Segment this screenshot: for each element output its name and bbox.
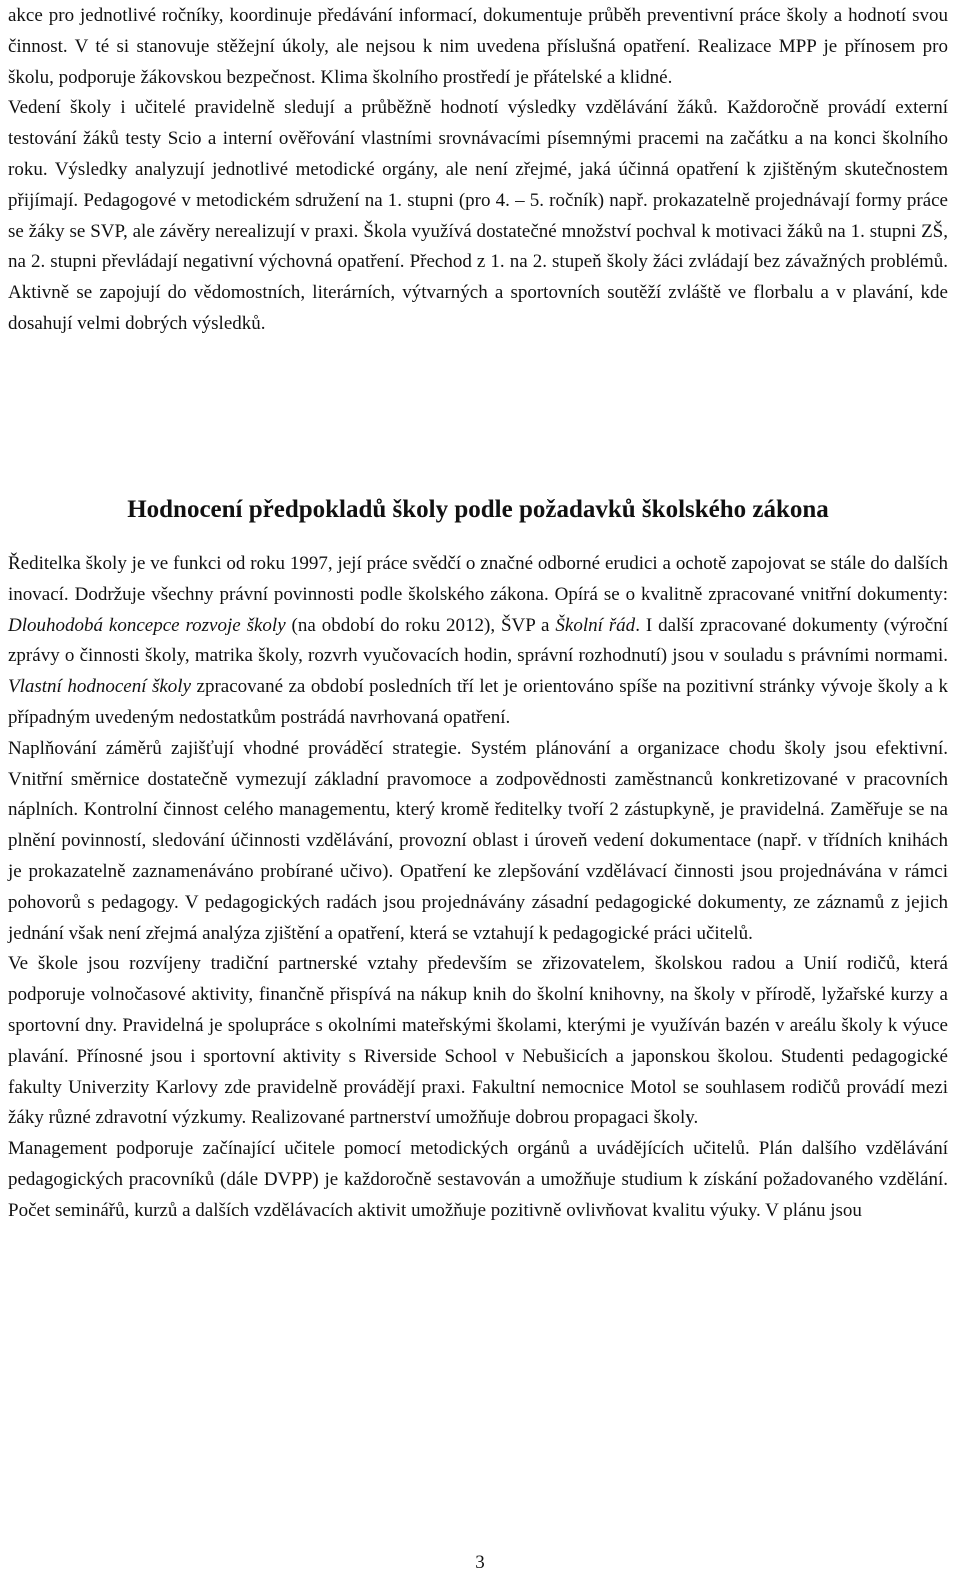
paragraph-director [8,549,948,734]
text-run: . I další zpracované dokumenty (výroční zprávy o činnosti školy, matrika školy, rozvrh vyučovacích hodin, správní rozhodnutí) jsou v souladu s právními normami. [8,614,949,667]
section-heading: Hodnocení předpokladů školy podle požadavků školského zákona [127,496,829,523]
italic-school-rules-title: Školní řád [555,614,636,636]
main-section [8,549,948,1227]
text-run: (na období do roku 2012), ŠVP a [285,614,556,636]
text-run: Ředitelka školy je ve funkci od roku 1997, její práce svědčí o značné odborné erudici a ochotě zapojovat se stále do dalších inovací. Dodržuje všechny právní povinnosti podle školského zákona. Opírá se o kvalitně zpracované vnitřní dokumenty: [8,553,948,605]
text-run: zpracované za období posledních tří let je orientováno spíše na pozitivní stránky vývoje školy a k případným uvedeným nedostatkům postrádá navrhovaná opatření. [8,676,948,728]
paragraph-strategies: Naplňování záměrů zajišťují vhodné prováděcí strategie. Systém plánování a organizace chodu školy jsou efektivní. Vnitřní směrnice dostatečně vymezují základní pravomoce a zodpovědnosti zaměstnanců konkretizované v pracovních náplních. Kontrolní činnost celého managementu, který kromě ředitelky tvoří 2 zástupkyně, je pravidelná. Zaměřuje se na plnění povinností, sledování účinnosti vzdělávání, provozní oblast i úroveň vedení dokumentace (např. v třídních knihách je prokazatelně zaznamenáváno probírané učivo). Opatření ke zlepšování vzdělávací činnosti jsou projednávána v rámci pohovorů s pedagogy. V pedagogických radách jsou projednávány zásadní pedagogické dokumenty, ze záznamů z jejich jednání však není zřejmá analýza zjištění a opatření, která se vztahují k pedagogické práci učitelů. [8,737,948,944]
page-number: 3 [475,1552,485,1573]
top-section [8,1,948,340]
paragraph-professional-development: Management podporuje začínající učitele pomocí metodických orgánů a uvádějících učitelů. Plán dalšího vzdělávání pedagogických pracovníků (dále DVPP) je každoročně sestavován a umožňuje studium k získání požadovaného vzdělání. Počet seminářů, kurzů a dalších vzdělávacích aktivit umožňuje pozitivně ovlivňovat kvalitu výuky. V plánu jsou [8,1138,948,1221]
italic-concept-title: Dlouhodobá koncepce rozvoje školy [8,614,286,636]
paragraph-prevention: akce pro jednotlivé ročníky, koordinuje předávání informací, dokumentuje průběh preventivní práce školy a hodnotí svou činnost. V té si stanovuje stěžejní úkoly, ale nejsou k nim uvedena příslušná opatření. Realizace MPP je přínosem pro školu, podporuje žákovskou bezpečnost. Klima školního prostředí je přátelské a klidné. [8,5,948,88]
italic-self-evaluation-title: Vlastní hodnocení školy [8,676,192,698]
paragraph-partnerships: Ve škole jsou rozvíjeny tradiční partnerské vztahy především se zřizovatelem, školskou radou a Unií rodičů, která podporuje volnočasové aktivity, finančně přispívá na nákup knih do školní knihovny, na školy v přírodě, lyžařské kurzy a sportovní dny. Pravidelná je spolupráce s okolními mateřskými školami, kterými je využíván bazén v areálu školy k výuce plavání. Přínosné jsou i sportovní aktivity s Riverside School v Nebušicích a japonskou školou. Studenti pedagogické fakulty Univerzity Karlovy zde pravidelně provádějí praxi. Fakultní nemocnice Motol se souhlasem rodičů provádí mezi žáky různé zdravotní výzkumy. Realizované partnerství umožňuje dobrou propagaci školy. [8,953,948,1129]
paragraph-results-evaluation: Vedení školy i učitelé pravidelně sledují a průběžně hodnotí výsledky vzdělávání žáků. Každoročně provádí externí testování žáků testy Scio a interní ověřování vlastními srovnávacími písemnými pracemi na začátku a na konci školního roku. Výsledky analyzují jednotlivé metodické orgány, ale není zřejmé, jaká účinná opatření k zjištěným skutečnostem přijímají. Pedagogové v metodickém sdružení na 1. stupni (pro 4. – 5. ročník) např. prokazatelně projednávají formy práce se žáky se SVP, ale závěry nerealizují v praxi. Škola využívá dostatečné množství pochval k motivaci žáků na 1. stupni ZŠ, na 2. stupni převládají negativní výchovná opatření. Přechod z 1. na 2. stupeň školy žáci zvládají bez závažných problémů. Aktivně se zapojují do vědomostních, literárních, výtvarných a sportovních soutěží zvláště ve florbalu a v plavání, kde dosahují velmi dobrých výsledků. [8,97,948,334]
